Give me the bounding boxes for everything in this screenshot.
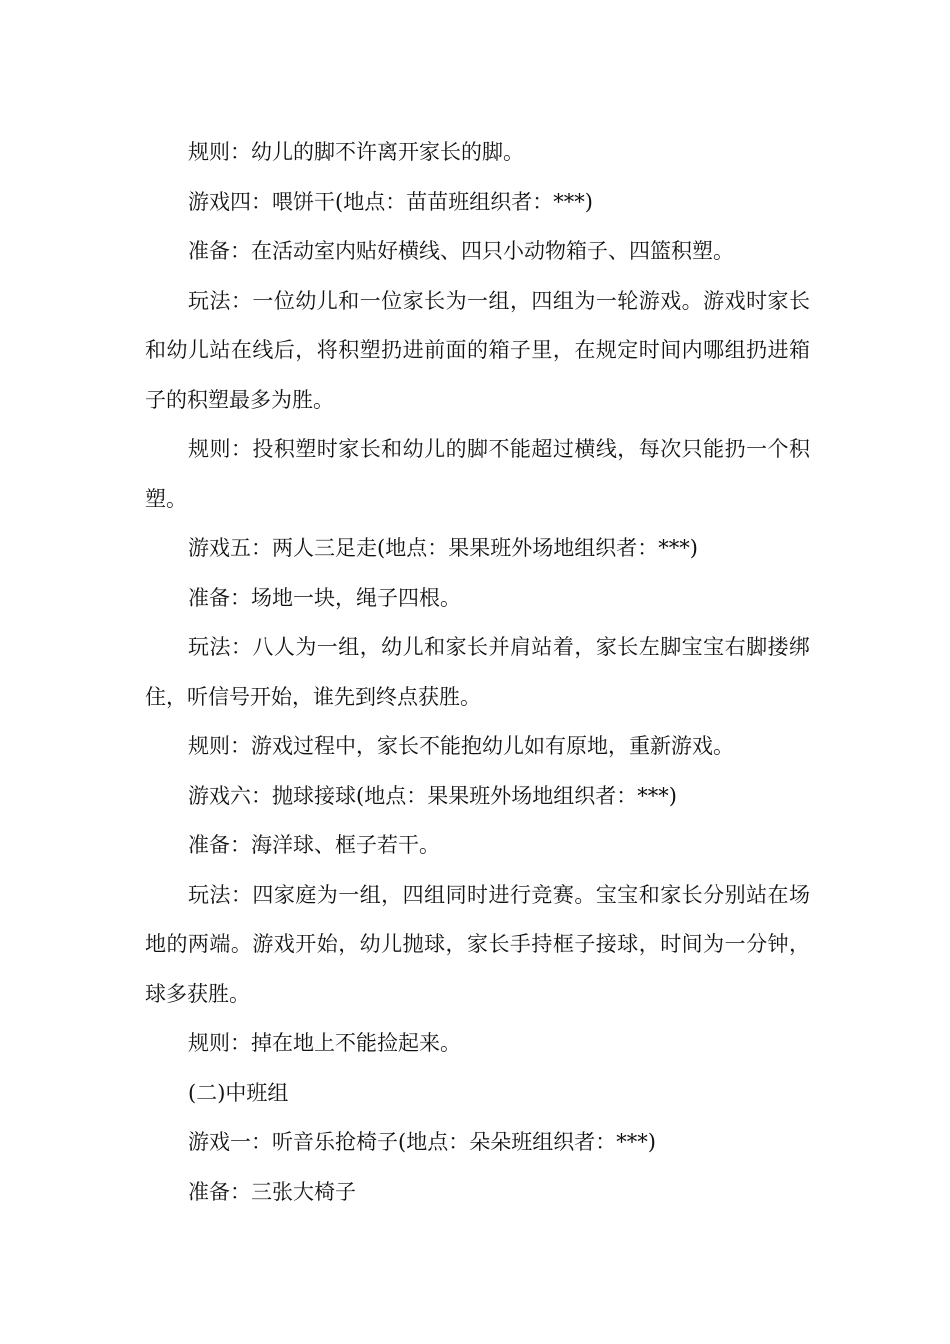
middle-game-one-heading: 游戏一：听音乐抢椅子(地点：朵朵班组织者：***): [188, 1130, 656, 1154]
game-five-preparation: 准备：场地一块，绳子四根。: [188, 585, 461, 610]
game-six-heading: 游戏六：抛球接球(地点：果果班外场地组织者：***): [188, 783, 677, 808]
game-six-play: 玩法：四家庭为一组，四组同时进行竞赛。宝宝和家长分别站在场地的两端。游戏开始，幼儿抛球，家长手持框子接球，时间为一分钟，球多获胜。: [145, 882, 810, 1006]
game-four-preparation: 准备：在活动室内贴好横线、四只小动物箱子、四篮积塑。: [188, 239, 734, 263]
game-five-heading: 游戏五：两人三足走(地点：果果班外场地组织者：***): [188, 536, 698, 560]
middle-game-one-preparation: 准备：三张大椅子: [188, 1179, 356, 1204]
game-four-play: 玩法：一位幼儿和一位家长为一组，四组为一轮游戏。游戏时家长和幼儿站在线后，将积塑扔进前面的箱子里，在规定时间内哪组扔进箱子的积塑最多为胜。: [145, 288, 810, 412]
game-six-rule: 规则：掉在地上不能捡起来。: [188, 1031, 461, 1055]
rule-paragraph: 规则：幼儿的脚不许离开家长的脚。: [188, 140, 524, 164]
game-five-rule: 规则：游戏过程中，家长不能抱幼儿如有原地，重新游戏。: [188, 734, 734, 758]
game-four-rule: 规则：投积塑时家长和幼儿的脚不能超过横线，每次只能扔一个积塑。: [145, 437, 810, 511]
document-body: [145, 128, 810, 1217]
game-five-play: 玩法：八人为一组，幼儿和家长并肩站着，家长左脚宝宝右脚搂绑住，听信号开始，谁先到终点获胜。: [145, 635, 810, 709]
section-heading-middle-class: (二)中班组: [188, 1080, 289, 1105]
game-six-preparation: 准备：海洋球、框子若干。: [188, 833, 440, 857]
game-four-heading: 游戏四：喂饼干(地点：苗苗班组织者：***): [188, 189, 593, 214]
